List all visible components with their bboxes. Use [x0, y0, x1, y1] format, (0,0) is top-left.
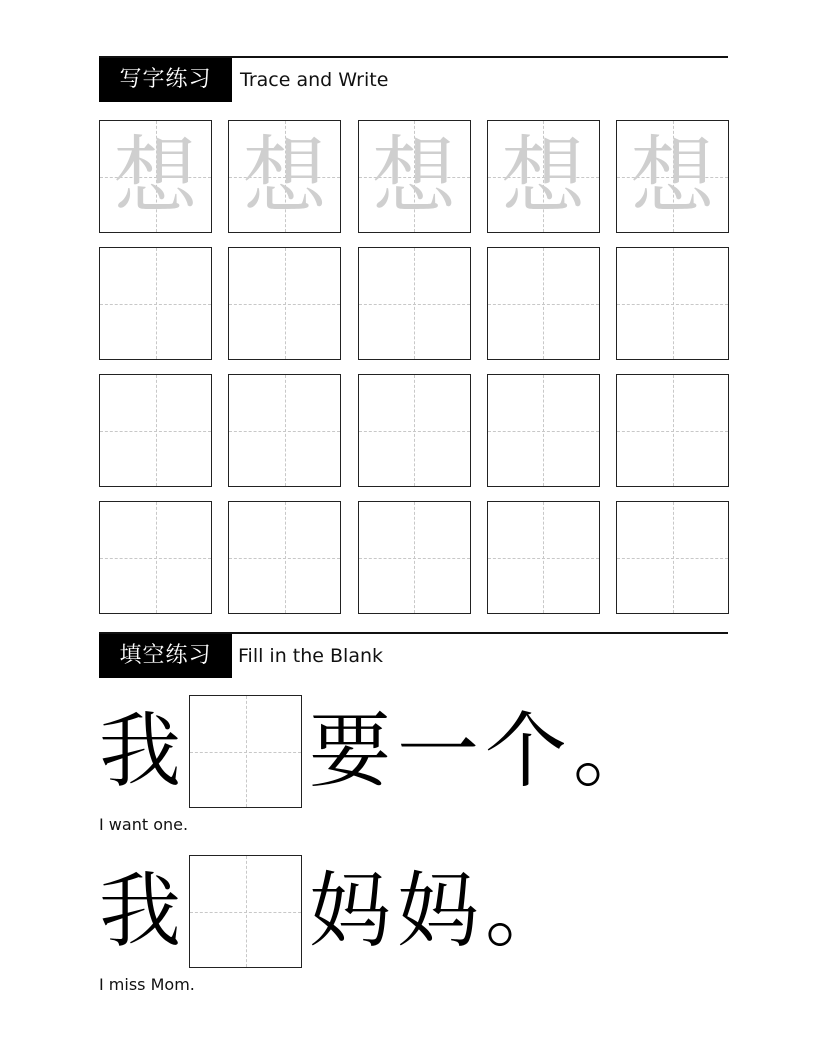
- write-cell[interactable]: [228, 501, 341, 614]
- write-cell[interactable]: [99, 247, 212, 360]
- fill-section-header: [99, 632, 728, 678]
- write-cell[interactable]: [616, 374, 729, 487]
- write-cell[interactable]: [487, 374, 600, 487]
- trace-character: 想: [371, 127, 456, 225]
- sentence-1-before: 我: [99, 704, 182, 799]
- write-cell[interactable]: [358, 501, 471, 614]
- sentence-1-after: 要一个。: [309, 704, 662, 799]
- trace-character: 想: [113, 127, 198, 225]
- write-cell[interactable]: [99, 501, 212, 614]
- trace-cell[interactable]: [358, 120, 471, 233]
- trace-section-badge: 写字练习: [99, 58, 232, 102]
- trace-character: 想: [501, 127, 586, 225]
- write-cell[interactable]: [487, 501, 600, 614]
- practice-grid: [99, 120, 729, 615]
- trace-character: 想: [630, 127, 715, 225]
- sentence-2-translation: I miss Mom.: [99, 975, 195, 994]
- write-cell[interactable]: [99, 374, 212, 487]
- trace-section-header: [99, 56, 728, 102]
- trace-cell[interactable]: [228, 120, 341, 233]
- fill-section-badge: 填空练习: [99, 634, 232, 678]
- write-cell[interactable]: [358, 247, 471, 360]
- sentence-1: [99, 695, 729, 845]
- trace-section-subtitle: Trace and Write: [240, 69, 389, 91]
- sentence-2: [99, 855, 729, 1005]
- sentence-2-after: 妈妈。: [309, 864, 574, 959]
- fill-section-subtitle: Fill in the Blank: [238, 645, 384, 667]
- trace-cell[interactable]: [487, 120, 600, 233]
- trace-cell[interactable]: [99, 120, 212, 233]
- sentence-1-blank-box[interactable]: [189, 695, 302, 808]
- trace-cell[interactable]: [616, 120, 729, 233]
- sentence-2-before: 我: [99, 864, 182, 959]
- write-cell[interactable]: [228, 374, 341, 487]
- trace-character: 想: [242, 127, 327, 225]
- sentence-1-translation: I want one.: [99, 815, 189, 834]
- write-cell[interactable]: [358, 374, 471, 487]
- sentence-2-blank-box[interactable]: [189, 855, 302, 968]
- write-cell[interactable]: [228, 247, 341, 360]
- write-cell[interactable]: [616, 501, 729, 614]
- write-cell[interactable]: [616, 247, 729, 360]
- write-cell[interactable]: [487, 247, 600, 360]
